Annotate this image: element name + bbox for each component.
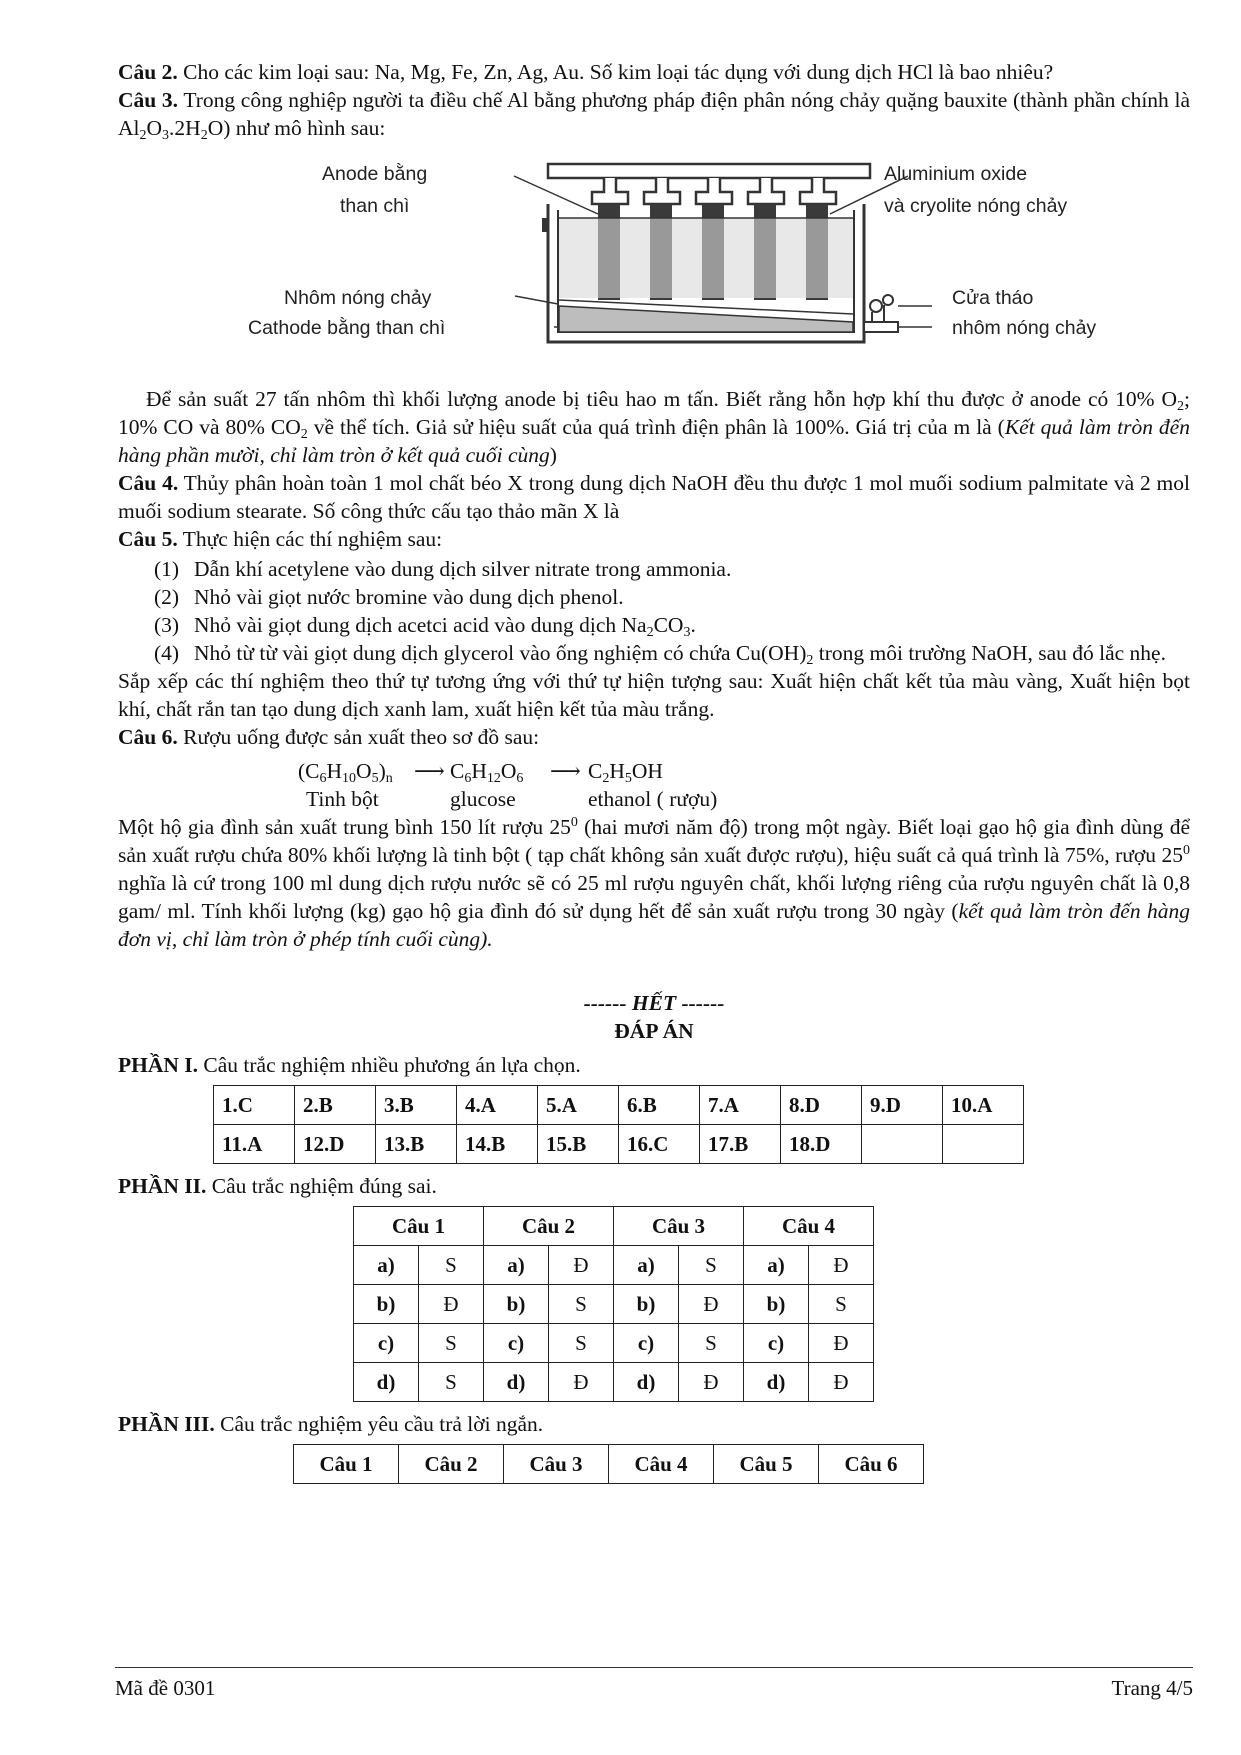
table-cell: 15.B xyxy=(538,1125,619,1164)
table-cell: S xyxy=(549,1285,614,1324)
table-cell: 7.A xyxy=(700,1086,781,1125)
table-header: Câu 1 xyxy=(294,1445,399,1484)
table-cell: Đ xyxy=(809,1363,874,1402)
table-cell: Đ xyxy=(549,1363,614,1402)
table-cell: S xyxy=(549,1324,614,1363)
question-5: Câu 5. Thực hiện các thí nghiệm sau: xyxy=(118,527,443,551)
table-cell: S xyxy=(419,1363,484,1402)
label-tap-2: nhôm nóng chảy xyxy=(952,317,1097,339)
table-header: Câu 6 xyxy=(819,1445,924,1484)
table-header: Câu 2 xyxy=(484,1207,614,1246)
table-header: Câu 3 xyxy=(504,1445,609,1484)
table-cell: 6.B xyxy=(619,1086,700,1125)
question-5-tail: Sắp xếp các thí nghiệm theo thứ tự tương ứng với thứ tự hiện tượng sau: Xuất hiện chất kết tủa màu vàng, Xuất hiện bọt khí, chất rắn tan tạo dung dịch xanh lam, xuất hiện kết tủa màu trắng. xyxy=(118,669,1190,721)
list-item: (1) Dẫn khí acetylene vào dung dịch silver nitrate trong ammonia. xyxy=(154,557,732,581)
starch-formula: $(C_6H_{10}O_5)_n$ xyxy=(298,759,393,786)
table-cell: 8.D xyxy=(781,1086,862,1125)
table-cell xyxy=(862,1125,943,1164)
electrolysis-diagram xyxy=(248,154,1097,379)
table-cell: 4.A xyxy=(457,1086,538,1125)
table-cell: 16.C xyxy=(619,1125,700,1164)
ethanol-name: ethanol ( rượu) xyxy=(588,787,718,811)
starch-name: Tinh bột xyxy=(306,787,379,811)
label-anode: Anode bằng xyxy=(322,163,428,185)
table-cell: 2.B xyxy=(295,1086,376,1125)
glucose-name: glucose xyxy=(450,787,516,811)
part-2-answer-table xyxy=(353,1206,874,1402)
part-3-heading: PHẦN III. Câu trắc nghiệm yêu cầu trả lời ngắn. xyxy=(118,1412,544,1436)
table-cell: 1.C xyxy=(214,1086,295,1125)
question-3: Câu 3. Trong công nghiệp người ta điều chế Al bằng phương pháp điện phân nóng chảy quặng bauxite (thành phần chính là $Al_2O_3.2H_2O$) như mô hình sau: xyxy=(118,88,1190,143)
table-cell: 17.B xyxy=(700,1125,781,1164)
question-2: Câu 2. Cho các kim loại sau: Na, Mg, Fe, Zn, Ag, Au. Số kim loại tác dụng với dung dịch HCl là bao nhiêu? xyxy=(118,60,1054,84)
table-cell: 9.D xyxy=(862,1086,943,1125)
label-oxide: Aluminium oxide xyxy=(884,163,1028,185)
table-cell: 3.B xyxy=(376,1086,457,1125)
table-cell xyxy=(943,1125,1024,1164)
part-2-heading: PHẦN II. Câu trắc nghiệm đúng sai. xyxy=(118,1174,437,1198)
table-cell: 5.A xyxy=(538,1086,619,1125)
question-3-body: Để sản suất 27 tấn nhôm thì khối lượng anode bị tiêu hao m tấn. Biết rằng hỗn hợp khí thu được ở anode có 10% $O_2$; 10% CO và 80% $CO_2$ về thể tích. Giả sử hiệu suất của quá trình điện phân là 100%. Giá trị của m là (Kết quả làm tròn đến hàng phần mười, chỉ làm tròn ở kết quả cuối cùng) xyxy=(118,387,1190,467)
list-item: (2) Nhỏ vài giọt nước bromine vào dung dịch phenol. xyxy=(154,585,624,609)
table-header-row xyxy=(294,1445,924,1484)
experiment-list xyxy=(154,555,1190,667)
table-header: Câu 2 xyxy=(399,1445,504,1484)
table-row xyxy=(354,1285,874,1324)
table-header: Câu 4 xyxy=(609,1445,714,1484)
table-cell: Đ xyxy=(549,1246,614,1285)
table-cell: a) xyxy=(614,1246,679,1285)
table-cell: 13.B xyxy=(376,1125,457,1164)
table-cell: c) xyxy=(614,1324,679,1363)
table-header: Câu 4 xyxy=(744,1207,874,1246)
table-cell: Đ xyxy=(809,1246,874,1285)
table-cell: d) xyxy=(614,1363,679,1402)
table-cell: Đ xyxy=(809,1324,874,1363)
table-cell: Đ xyxy=(679,1363,744,1402)
list-item: (4) Nhỏ từ từ vài giọt dung dịch glycerol vào ống nghiệm có chứa $Cu(OH)_2$ trong môi trường NaOH, sau đó lắc nhẹ. xyxy=(154,641,1166,668)
table-cell: c) xyxy=(484,1324,549,1363)
table-header-row xyxy=(354,1207,874,1246)
label-anode-2: than chì xyxy=(340,195,410,217)
page-footer xyxy=(115,1667,1193,1701)
table-cell: S xyxy=(679,1246,744,1285)
table-cell: 12.D xyxy=(295,1125,376,1164)
label-cathode: Cathode bằng than chì xyxy=(248,317,446,339)
table-cell: c) xyxy=(744,1324,809,1363)
table-cell: d) xyxy=(354,1363,419,1402)
end-mark: ------ HẾT ------ xyxy=(583,991,725,1015)
table-header: Câu 1 xyxy=(354,1207,484,1246)
question-4: Câu 4. Thủy phân hoàn toàn 1 mol chất béo X trong dung dịch NaOH đều thu được 1 mol muối sodium palmitate và 2 mol muối sodium stearate. Số công thức cấu tạo thảo mãn X là xyxy=(118,471,1190,523)
table-row xyxy=(214,1125,1024,1164)
table-row xyxy=(354,1246,874,1285)
table-cell: b) xyxy=(744,1285,809,1324)
table-cell: S xyxy=(419,1324,484,1363)
label-tap: Cửa tháo xyxy=(952,287,1034,309)
table-header: Câu 5 xyxy=(714,1445,819,1484)
table-cell: d) xyxy=(484,1363,549,1402)
part-1-heading: PHẦN I. Câu trắc nghiệm nhiều phương án lựa chọn. xyxy=(118,1053,581,1077)
table-cell: b) xyxy=(484,1285,549,1324)
table-row xyxy=(354,1324,874,1363)
table-cell: a) xyxy=(744,1246,809,1285)
table-row xyxy=(214,1086,1024,1125)
table-row xyxy=(354,1363,874,1402)
table-cell: a) xyxy=(484,1246,549,1285)
label-molten-aluminium: Nhôm nóng chảy xyxy=(284,287,432,309)
reaction-scheme xyxy=(298,757,1190,813)
arrow-1: ⟶ xyxy=(414,759,445,783)
table-cell: b) xyxy=(614,1285,679,1324)
table-header: Câu 3 xyxy=(614,1207,744,1246)
arrow-2: ⟶ xyxy=(550,759,581,783)
table-cell: c) xyxy=(354,1324,419,1363)
table-cell: 10.A xyxy=(943,1086,1024,1125)
part-1-answer-table xyxy=(213,1085,1024,1164)
table-cell: S xyxy=(419,1246,484,1285)
table-cell: Đ xyxy=(679,1285,744,1324)
table-cell: d) xyxy=(744,1363,809,1402)
glucose-formula: $C_6H_{12}O_6$ xyxy=(450,759,524,786)
table-cell: b) xyxy=(354,1285,419,1324)
exam-code: Mã đề 0301 xyxy=(115,1676,216,1700)
table-cell: 11.A xyxy=(214,1125,295,1164)
table-cell: S xyxy=(809,1285,874,1324)
ethanol-formula: $C_2H_5OH$ xyxy=(588,759,663,786)
table-cell: 14.B xyxy=(457,1125,538,1164)
list-item: (3) Nhỏ vài giọt dung dịch acetci acid vào dung dịch $Na_2CO_3$. xyxy=(154,613,696,640)
answer-title: ĐÁP ÁN xyxy=(614,1019,694,1043)
label-oxide-2: và cryolite nóng chảy xyxy=(884,195,1068,217)
table-cell: S xyxy=(679,1324,744,1363)
question-6-body: Một hộ gia đình sản xuất trung bình 150 lít rượu $25^0$ (hai mươi năm độ) trong một ngày. Biết loại gạo hộ gia đình dùng để sản xuất rượu chứa 80% khối lượng là tinh bột ( tạp chất không sản xuất được rượu), hiệu suất cả quá trình là 75%, rượu $25^0$ nghĩa là cứ trong 100 ml dung dịch rượu nước sẽ có 25 ml rượu nguyên chất, khối lượng riêng của rượu nguyên chất là 0,8 gam/ ml. Tính khối lượng (kg) gạo hộ gia đình đó sử dụng hết để sản xuất rượu trong 30 ngày (kết quả làm tròn đến hàng đơn vị, chỉ làm tròn ở phép tính cuối cùng). xyxy=(118,815,1190,951)
table-cell: Đ xyxy=(419,1285,484,1324)
page-number: Trang 4/5 xyxy=(1111,1676,1193,1700)
table-cell: a) xyxy=(354,1246,419,1285)
document-page xyxy=(118,58,1190,1484)
question-6: Câu 6. Rượu uống được sản xuất theo sơ đồ sau: xyxy=(118,725,540,749)
part-3-answer-table xyxy=(293,1444,924,1484)
table-cell: 18.D xyxy=(781,1125,862,1164)
